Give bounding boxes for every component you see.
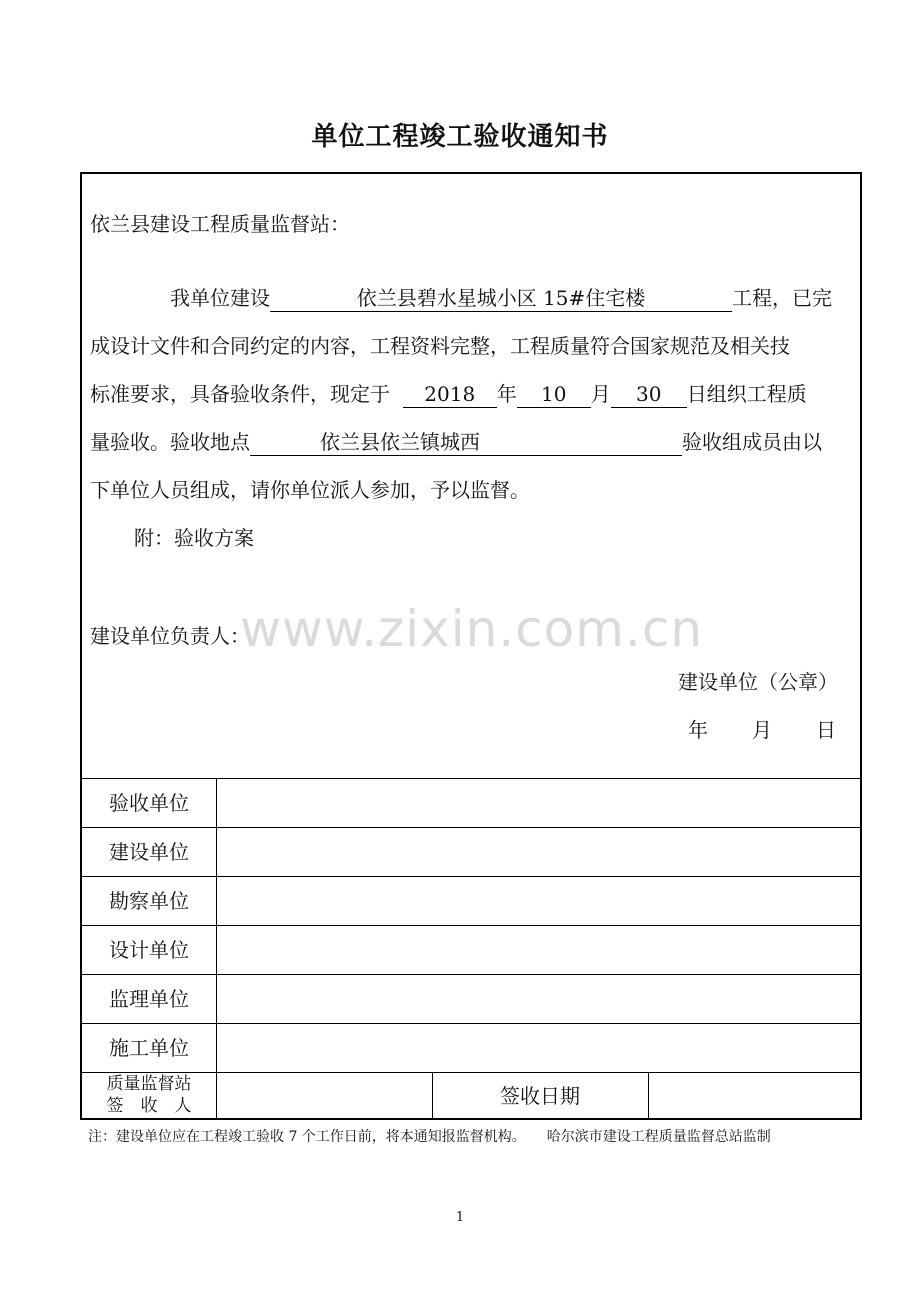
- text-members: 验收组成员由以: [682, 430, 822, 454]
- signee-input[interactable]: [217, 1073, 431, 1117]
- notice-form: [80, 172, 862, 1120]
- row-label-supervision-station: 质量监督站: [106, 1074, 192, 1094]
- row-label-contractor-unit: 施工单位: [109, 1036, 189, 1060]
- contractor-unit-input[interactable]: [217, 1024, 859, 1071]
- sign-date-month: 月: [752, 718, 772, 742]
- month-label: 月: [590, 382, 611, 406]
- supervision-unit-input[interactable]: [217, 975, 859, 1022]
- row-label-construction-unit: 建设单位: [109, 840, 189, 864]
- day-field[interactable]: 30: [611, 381, 687, 408]
- year-field[interactable]: 2018: [403, 381, 497, 408]
- seal-label: 建设单位（公章）: [678, 670, 838, 694]
- year-label: 年: [496, 382, 517, 406]
- responsible-person-label: 建设单位负责人：: [90, 624, 250, 648]
- page-number: 1: [455, 1210, 465, 1225]
- project-name-field[interactable]: 依兰县碧水星城小区 15#住宅楼: [270, 285, 732, 312]
- paragraph-line-5: 下单位人员组成，请你单位派人参加，予以监督。: [90, 478, 530, 502]
- text-conditions: 标准要求，具备验收条件，现定于: [90, 382, 390, 406]
- text-location-label: 量验收。验收地点: [90, 430, 250, 454]
- construction-unit-input[interactable]: [217, 828, 859, 875]
- location-field[interactable]: 依兰县依兰镇城西: [250, 429, 682, 456]
- paragraph-line-4: [90, 428, 822, 456]
- footer-note: 注：建设单位应在工程竣工验收 7 个工作日前，将本通知报监督机构。 哈尔滨市建设工程质量监督总站监制: [88, 1129, 771, 1145]
- sign-date-year: 年: [688, 718, 708, 742]
- acceptance-unit-input[interactable]: [217, 779, 859, 826]
- document-title: 单位工程竣工验收通知书: [311, 122, 609, 152]
- month-field[interactable]: 10: [517, 381, 591, 408]
- survey-unit-input[interactable]: [217, 877, 859, 924]
- row-label-design-unit: 设计单位: [109, 938, 189, 962]
- design-unit-input[interactable]: [217, 926, 859, 973]
- sign-date: [688, 716, 836, 744]
- addressee: 依兰县建设工程质量监督站：: [90, 212, 350, 236]
- row-label-acceptance-unit: 验收单位: [109, 791, 189, 815]
- sign-date-day: 日: [816, 718, 836, 742]
- sign-date-label: 签收日期: [500, 1084, 580, 1108]
- row-label-survey-unit: 勘察单位: [109, 889, 189, 913]
- paragraph-line-2: 成设计文件和合同约定的内容，工程资料完整，工程质量符合国家规范及相关技: [90, 334, 790, 358]
- text-organize: 日组织工程质: [686, 382, 807, 406]
- watermark: www.zixin.com.cn: [240, 600, 704, 658]
- paragraph-line-1: [170, 284, 832, 312]
- paragraph-line-3: [90, 380, 807, 408]
- sign-date-input[interactable]: [649, 1073, 859, 1117]
- text-we-build: 我单位建设: [170, 286, 270, 310]
- row-label-supervision-unit: 监理单位: [109, 987, 189, 1011]
- text-project-suffix: 工程，已完: [732, 286, 832, 310]
- row-label-signee: 签 收 人: [106, 1096, 192, 1116]
- attachment-note: 附：验收方案: [134, 526, 254, 550]
